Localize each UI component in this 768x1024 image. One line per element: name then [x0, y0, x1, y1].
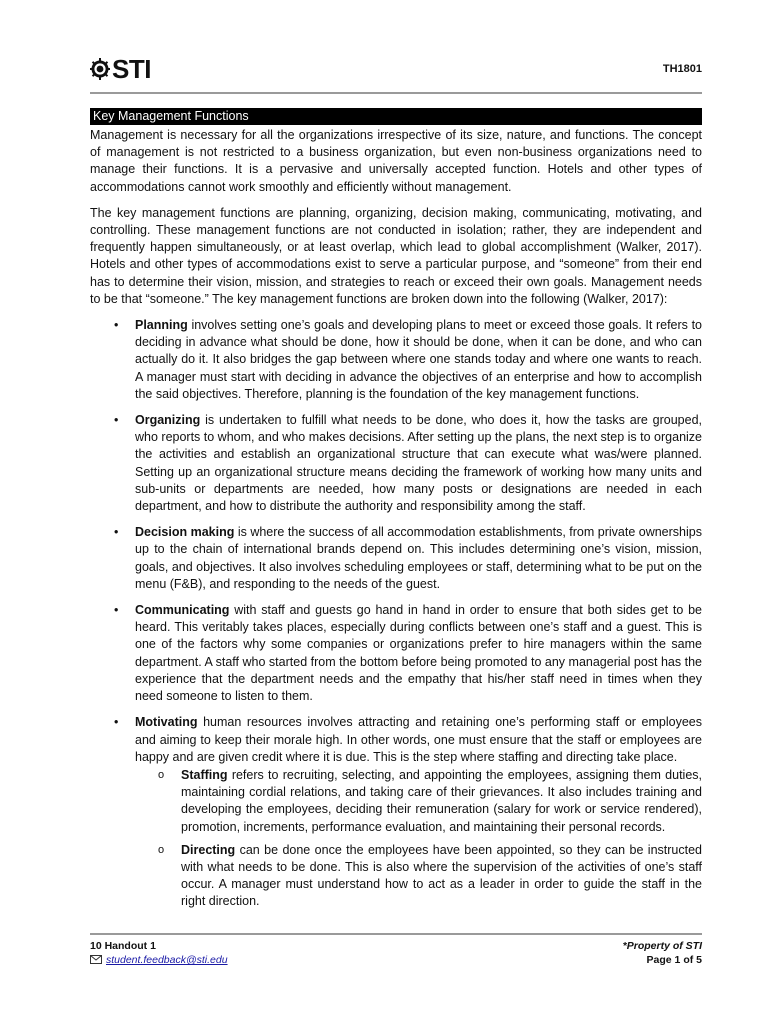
sub-item-directing: [90, 842, 702, 911]
bullet-icon: •: [114, 525, 119, 540]
term-motivating: Motivating: [135, 715, 198, 730]
page-number: Page 1 of 5: [646, 954, 702, 966]
feedback-contact: [90, 953, 228, 967]
footer-right: [623, 939, 702, 967]
term-planning: Planning: [135, 318, 188, 333]
property-notice: *Property of STI: [622, 940, 702, 952]
term-directing: Directing: [181, 842, 236, 857]
list-item-communicating: [90, 602, 702, 705]
footer-left: [90, 939, 228, 967]
paragraph-functions: The key management functions are planning, organizing, decision making, communicating, motivating, and controlling. These management functions are not conducted in isolation; rather, they are independent and frequently happen simultaneously, or at least overlap, which lead to global accomplishment (Walker, 2017). Hotels and other types of accommodations exist to serve a particular purpose, and “someone” from their end has to determine their vision, mission, and strategies to reach or exceed their own goals. Management needs to be that “someone.” The key management functions are broken down into the following (Walker, 2017):: [90, 205, 702, 306]
text-communicating: with staff and guests go hand in hand in order to ensure that both sides get to be heard. This veritably takes places, especially during conflicts between one’s staff and a guest. This is one of the factors why some companies or organizations prefer to hire managers within the same department. A staff who started from the bottom before being promoted to any managerial post has the experience that the department needs and the empathy that his/her staff need in times when they need someone to listen to them.: [135, 603, 702, 704]
text-decision-making: is where the success of all accommodation establishments, from private ownerships up to the chain of international brands depend on. This includes determining one’s vision, mission, goals, and objectives. It also involves scheduling employees or staff, determining what to be put on the menu (F&B), and responding to the needs of the guest.: [135, 525, 702, 591]
list-item-decision-making: [90, 524, 702, 593]
motivating-sublist: [135, 767, 702, 911]
term-staffing: Staffing: [181, 767, 228, 782]
list-item-planning: [90, 317, 702, 403]
document-code: TH1801: [662, 63, 702, 75]
list-item-organizing: [90, 412, 702, 515]
sti-seal-icon: [90, 58, 110, 80]
functions-list: [90, 317, 702, 911]
page-header: [90, 54, 702, 84]
header-divider: [90, 92, 702, 94]
text-planning: involves setting one’s goals and developing plans to meet or exceed those goals. It refers to deciding in advance what should be done, how it should be done, when it can be done, and who can actually do it. It also bridges the gap between where one stands today and where one wants to reach. A manager must start with deciding in advance the objectives of an enterprise and how to accomplish the said objectives. Therefore, planning is the foundation of the key management functions.: [135, 318, 702, 401]
text-staffing: refers to recruiting, selecting, and appointing the employees, assigning them duties, maintaining cordial relations, and taking care of their grievances. It also includes training and developing the employees, deciding their remuneration (salary for work or service rendered), promotion, increments, performance evaluation, and maintaining their personal records.: [181, 767, 702, 834]
bullet-icon: •: [114, 715, 119, 730]
bullet-icon: •: [114, 413, 119, 428]
text-motivating: human resources involves attracting and retaining one’s performing staff or employees and aiming to keep their morale high. In other words, one must ensure that the staff or employees are happy and are given credit where it is due. This is the step where staffing and directing take place.: [135, 715, 702, 764]
document-page: [90, 0, 702, 1024]
text-organizing: is undertaken to fulfill what needs to be done, who does it, how the tasks are grouped, who reports to whom, and who makes decisions. After setting up the plans, the next step is to organize the activities and establish an organizational structure that can execute what was/were planned. Setting up an organizational structure means deciding the framework of working how many units and sub-units or departments are needed, how many posts or designations are needed in each department, and how to distribute the authority and responsibility among the staff.: [135, 413, 702, 514]
term-decision-making: Decision making: [135, 525, 235, 540]
sub-item-staffing: [90, 767, 702, 836]
circle-bullet-icon: o: [158, 768, 165, 781]
paragraph-intro: Management is necessary for all the organizations irrespective of its size, nature, and functions. The concept of management is not restricted to a business organization, but even non-business organizations need to manage their functions. It is a pervasive and universally accepted function. Hotels and other types of accommodations cannot work smoothly and efficiently without management.: [90, 128, 702, 194]
term-communicating: Communicating: [135, 603, 230, 618]
list-item-motivating: [90, 714, 702, 910]
bullet-icon: •: [114, 318, 119, 333]
term-organizing: Organizing: [135, 413, 201, 428]
section-title: Key Management Functions: [90, 108, 702, 125]
envelope-icon: [90, 955, 102, 964]
text-directing: can be done once the employees have been appointed, so they can be instructed with what needs to be done. This is also where the supervision of the activities of one’s staff occur. A manager must understand how to act as a leader in order to guide the staff in the right direction.: [181, 842, 702, 909]
feedback-email-link[interactable]: student.feedback@sti.edu: [106, 954, 228, 966]
main-content: [90, 108, 702, 920]
bullet-icon: •: [114, 603, 119, 618]
circle-bullet-icon: o: [158, 843, 165, 856]
sti-logo: [90, 54, 151, 84]
footer-divider: [90, 933, 702, 935]
handout-label: 10 Handout 1: [90, 940, 156, 952]
logo-wordmark: STI: [112, 53, 151, 84]
